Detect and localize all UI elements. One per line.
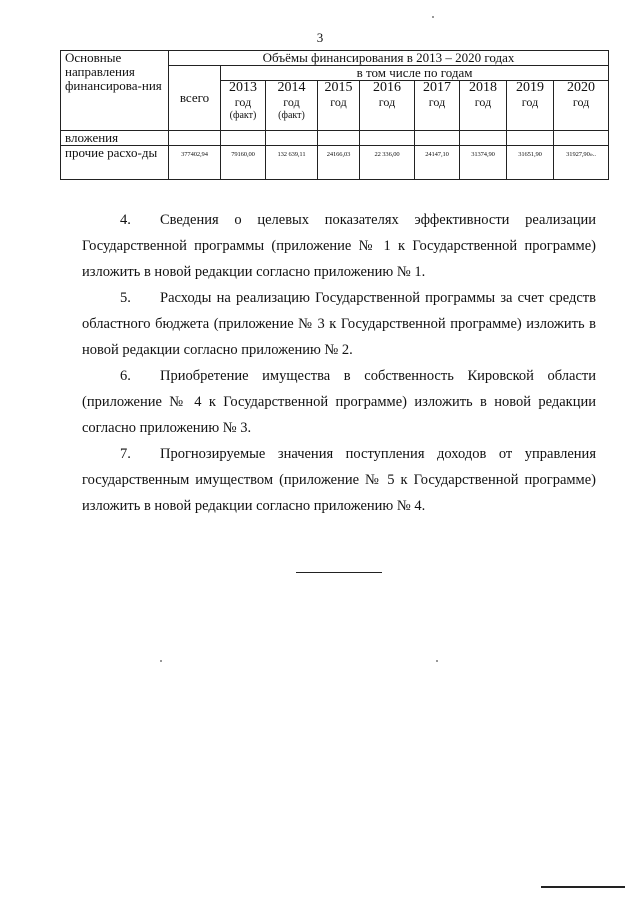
- table-cell: [169, 131, 221, 146]
- financing-table: [60, 50, 609, 180]
- table-cell: [360, 131, 415, 146]
- table-cell: [221, 131, 266, 146]
- year-label: 2013: [229, 80, 257, 95]
- value-2019: 31651,90: [507, 146, 554, 180]
- paragraph-number: 5.: [120, 290, 131, 306]
- table-cell: [460, 131, 507, 146]
- year-label: 2017: [423, 80, 451, 95]
- year-header: [554, 81, 609, 131]
- value-2020: 31927,90»..: [554, 146, 609, 180]
- year-header: [415, 81, 460, 131]
- year-header: [507, 81, 554, 131]
- table-cell: [554, 131, 609, 146]
- separator-line: [296, 572, 382, 573]
- value-2013: 79160,00: [221, 146, 266, 180]
- header-directions: Основные направления финансирова-ния: [61, 51, 169, 131]
- year-god: год: [378, 95, 396, 109]
- header-by-years: в том числе по годам: [221, 66, 609, 81]
- row-other-label: прочие расхо-ды: [61, 146, 169, 180]
- paragraph-number: 6.: [120, 368, 131, 384]
- value-2017: 24147,10: [415, 146, 460, 180]
- year-label: 2019: [516, 80, 544, 95]
- year-header: [360, 81, 415, 131]
- scan-speck: [432, 16, 434, 18]
- year-god: год: [330, 95, 347, 109]
- year-god: год: [428, 95, 446, 109]
- paragraph-text: Расходы на реализацию Государственной программы за счет средств областного бюджета (приложение № 3 к Государственной программе) изложить в новой редакции согласно приложению № 2.: [82, 290, 596, 358]
- scan-speck: [160, 660, 162, 662]
- value-2014: 132 639,11: [266, 146, 318, 180]
- value-2018: 31374,90: [460, 146, 507, 180]
- paragraph-text: Приобретение имущества в собственность Кировской области (приложение № 4 к Государственной программе) изложить в новой редакции согласно приложению № 3.: [82, 368, 596, 436]
- year-label: 2016: [373, 80, 401, 95]
- page-number: 3: [316, 30, 324, 45]
- paragraph-number: 7.: [120, 446, 131, 462]
- value-2016: 22 336,00: [360, 146, 415, 180]
- paragraph-6: [82, 363, 596, 441]
- year-header: [221, 81, 266, 131]
- value-total: 377402,94: [169, 146, 221, 180]
- year-header: [460, 81, 507, 131]
- table-cell: [266, 131, 318, 146]
- header-total: всего: [169, 66, 221, 131]
- year-label: 2020: [567, 80, 596, 95]
- paragraph-text: Прогнозируемые значения поступления доходов от управления государственным имуществом (приложение № 5 к Государственной программе) изложить в новой редакции согласно приложению № 4.: [82, 446, 596, 514]
- year-note: (факт): [278, 110, 305, 121]
- year-label: 2015: [324, 80, 353, 95]
- year-note: (факт): [229, 110, 257, 121]
- year-header: [266, 81, 318, 131]
- year-god: год: [234, 95, 252, 109]
- header-volumes: Объёмы финансирования в 2013 – 2020 годах: [169, 51, 609, 66]
- year-label: 2018: [469, 80, 497, 95]
- paragraph-number: 4.: [120, 212, 131, 228]
- table-cell: [318, 131, 360, 146]
- table-cell: [415, 131, 460, 146]
- year-header: [318, 81, 360, 131]
- paragraph-4: [82, 207, 596, 285]
- year-god: год: [283, 95, 300, 109]
- year-god: год: [474, 95, 492, 109]
- row-investments-label: вложения: [61, 131, 169, 146]
- table-cell: [507, 131, 554, 146]
- paragraph-text: Сведения о целевых показателях эффективности реализации Государственной программы (приложение № 1 к Государственной программе) изложить в новой редакции согласно приложению № 1.: [82, 212, 596, 280]
- year-label: 2014: [277, 80, 306, 95]
- year-god: год: [521, 95, 539, 109]
- paragraph-5: [82, 285, 596, 363]
- scan-speck: [436, 660, 438, 662]
- paragraph-7: [82, 441, 596, 519]
- value-2015: 24166,03: [318, 146, 360, 180]
- year-god: год: [572, 95, 590, 109]
- footer-mark: [541, 886, 625, 888]
